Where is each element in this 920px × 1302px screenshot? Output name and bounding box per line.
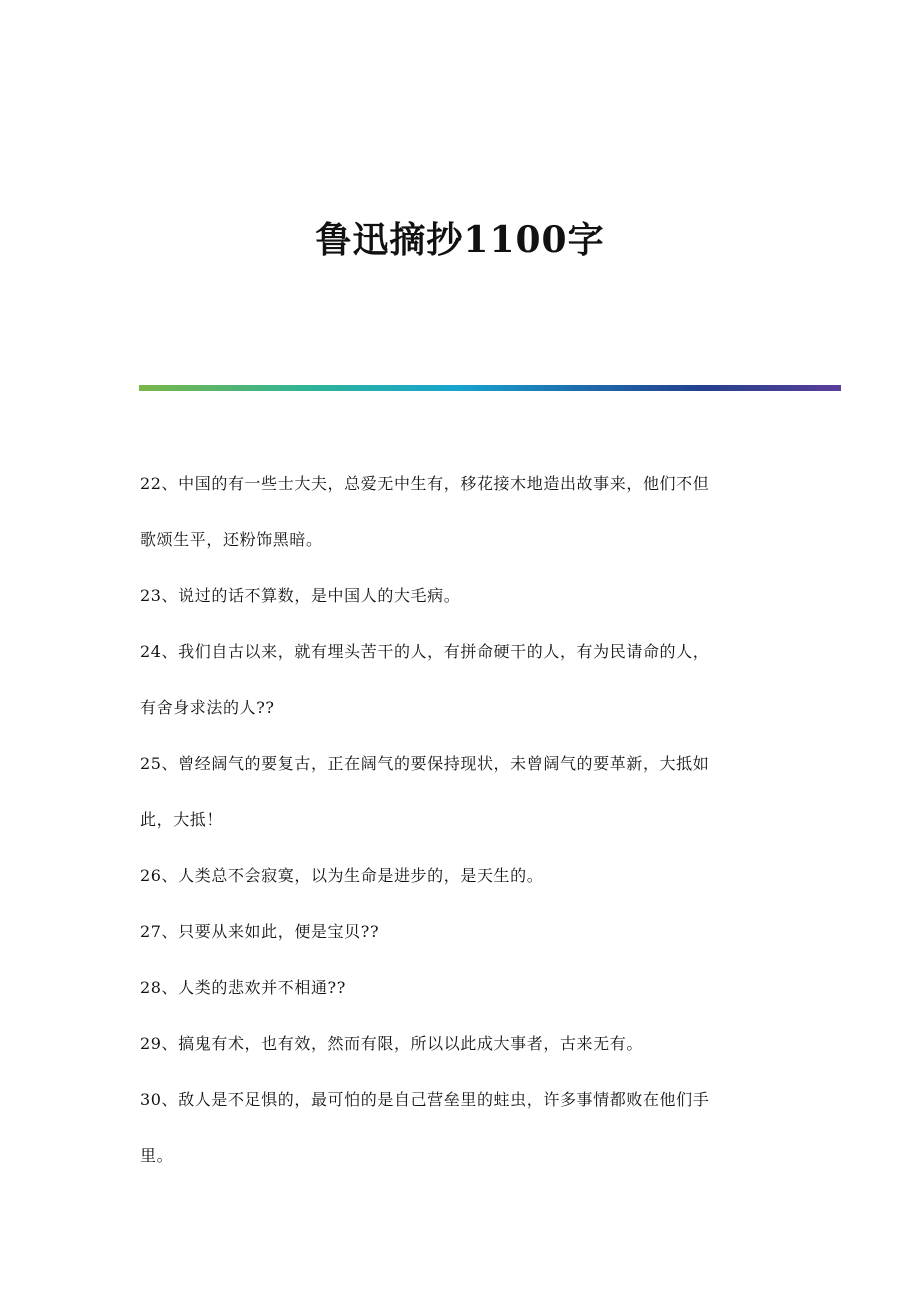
text-line: 25、曾经阔气的要复古，正在阔气的要保持现状，未曾阔气的要革新，大抵如 [140, 754, 710, 773]
text-line: 歌颂生平，还粉饰黑暗。 [140, 530, 323, 549]
text-line: 里。 [140, 1146, 174, 1165]
gradient-divider [139, 385, 841, 391]
text-line: 30、敌人是不足惧的，最可怕的是自己营垒里的蛀虫，许多事情都败在他们手 [140, 1090, 710, 1109]
text-line: 22、中国的有一些士大夫，总爱无中生有，移花接木地造出故事来，他们不但 [140, 474, 710, 493]
text-line: 26、人类总不会寂寞，以为生命是进步的，是天生的。 [140, 866, 544, 885]
text-line: 27、只要从来如此，便是宝贝?? [140, 922, 380, 941]
text-line: 有舍身求法的人?? [140, 698, 275, 717]
text-line: 24、我们自古以来，就有埋头苦干的人，有拼命硬干的人，有为民请命的人， [140, 642, 710, 661]
document-title: 鲁迅摘抄1100字 [315, 219, 605, 261]
text-line: 29、搞鬼有术，也有效，然而有限，所以以此成大事者，古来无有。 [140, 1034, 643, 1053]
text-line: 此，大抵！ [140, 810, 224, 829]
text-line: 28、人类的悲欢并不相通?? [140, 978, 346, 997]
text-line: 23、说过的话不算数，是中国人的大毛病。 [140, 586, 461, 605]
document-body [140, 456, 780, 1184]
